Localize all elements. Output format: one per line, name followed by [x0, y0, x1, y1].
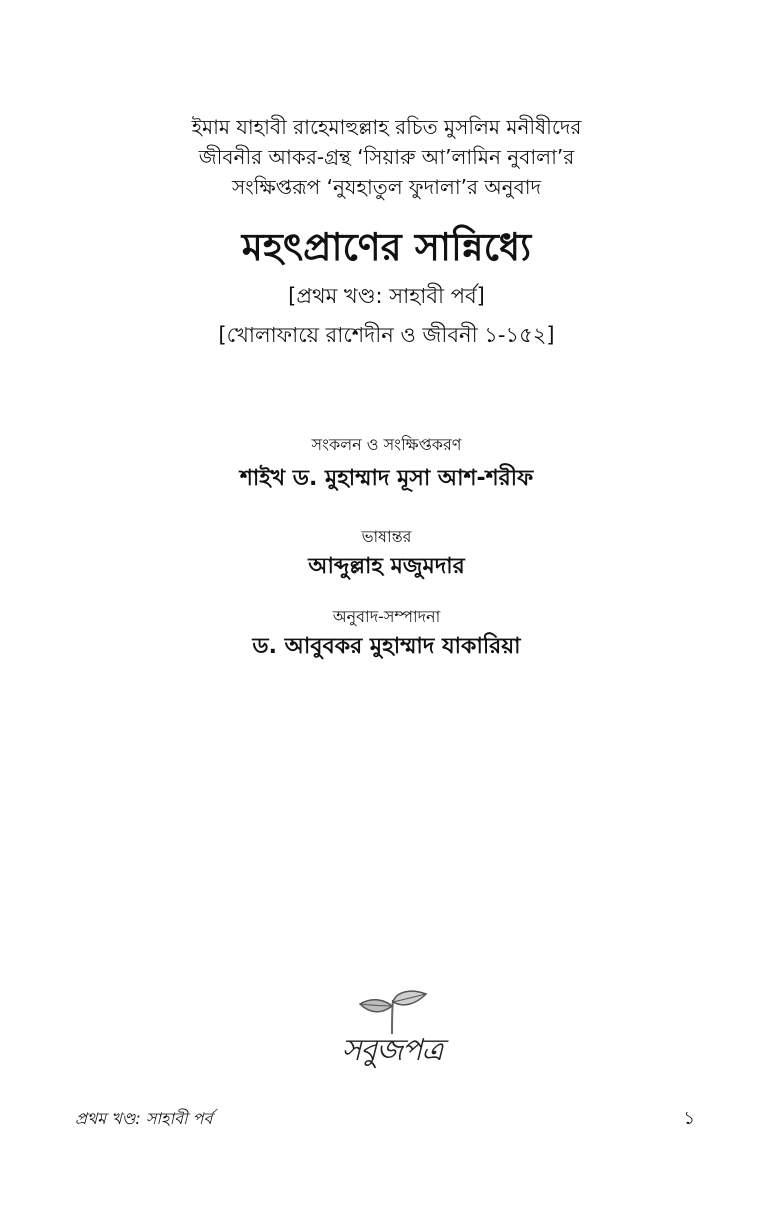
book-title: মহৎপ্রাণের সান্নিধ্যে — [241, 225, 532, 269]
compiler-role: সংকলন ও সংক্ষিপ্তকরণ — [311, 435, 462, 454]
translator-role: ভাষান্তর — [361, 527, 412, 546]
intro-line-3: সংক্ষিপ্তরূপ ‘নুযহাতুল ফুদালা’র অনুবাদ — [231, 175, 542, 199]
volume-subtitle: [প্রথম খণ্ড: সাহাবী পর্ব] — [288, 284, 485, 308]
publisher-logo — [330, 988, 454, 1084]
content-subtitle: [খোলাফায়ে রাশেদীন ও জীবনী ১-১৫২] — [218, 323, 555, 347]
intro-line-2: জীবনীর আকর-গ্রন্থ ‘সিয়ারু আ’লামিন নুবালা’র — [198, 145, 575, 169]
translator-name: আব্দুল্লাহ মজুমদার — [308, 554, 465, 579]
publisher-logo-text: সবুজপত্র — [341, 1033, 443, 1068]
compiler-name: শাইখ ড. মুহাম্মাদ মূসা আশ-শরীফ — [239, 466, 534, 491]
intro-block — [0, 112, 773, 202]
editor-role: অনুবাদ-সম্পাদনা — [332, 607, 441, 626]
editor-name: ড. আবুবকর মুহাম্মাদ যাকারিয়া — [252, 634, 521, 659]
page-number: ১ — [683, 1108, 695, 1129]
intro-line-1: ইমাম যাহাবী রাহেমাহুল্লাহ রচিত মুসলিম মনীষীদের — [191, 115, 582, 139]
running-footer: প্রথম খণ্ড: সাহাবী পর্ব — [75, 1109, 213, 1128]
